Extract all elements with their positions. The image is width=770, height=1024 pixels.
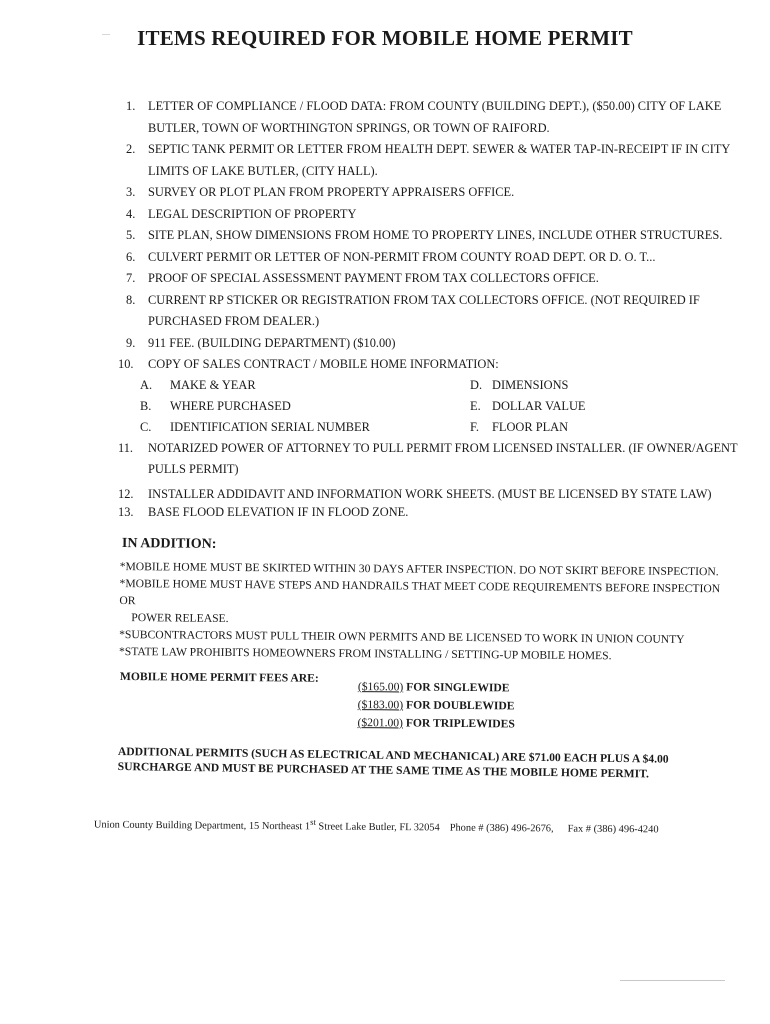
item-text: PROOF OF SPECIAL ASSESSMENT PAYMENT FROM TAX COLLECTORS OFFICE. <box>148 271 599 285</box>
fees-label: MOBILE HOME PERMIT FEES ARE: <box>119 670 319 685</box>
contact-footer <box>94 815 714 836</box>
list-item <box>118 182 738 204</box>
sub-item-letter: A. <box>140 377 153 392</box>
addition-note: *SUBCONTRACTORS MUST PULL THEIR OWN PERMITS AND BE LICENSED TO WORK IN UNION COUNTY <box>119 628 685 646</box>
sub-item-letter: D. <box>470 377 483 392</box>
document-title: ITEMS REQUIRED FOR MOBILE HOME PERMIT <box>137 26 633 50</box>
list-item <box>118 503 738 521</box>
sub-item-letter: E. <box>470 398 481 413</box>
sub-item-letter: F. <box>470 419 479 434</box>
sub-item-text: DOLLAR VALUE <box>492 398 586 413</box>
list-item <box>118 247 738 269</box>
item-text: SURVEY OR PLOT PLAN FROM PROPERTY APPRAISERS OFFICE. <box>148 185 515 199</box>
list-item <box>118 354 738 376</box>
sub-item-text: WHERE PURCHASED <box>170 398 291 413</box>
item-text: NOTARIZED POWER OF ATTORNEY TO PULL PERMIT FROM LICENSED INSTALLER. (IF OWNER/AGENT PULLS PERMIT) <box>148 440 738 476</box>
fee-description: FOR DOUBLEWIDE <box>405 698 515 713</box>
addition-note: *MOBILE HOME MUST HAVE STEPS AND HANDRAILS THAT MEET CODE REQUIREMENTS BEFORE INSPECTION OR <box>119 577 721 608</box>
item-number: 3. <box>126 185 136 199</box>
sub-item <box>140 417 470 438</box>
item-text: LEGAL DESCRIPTION OF PROPERTY <box>148 206 357 221</box>
sub-item-text: MAKE & YEAR <box>170 377 256 392</box>
requirements-list <box>118 96 738 521</box>
sub-item-text: DIMENSIONS <box>492 377 569 392</box>
item-number: 13. <box>118 504 134 519</box>
item-number: 10. <box>118 357 134 371</box>
note-continuation-text: POWER RELEASE. <box>131 611 229 625</box>
item-text: SEPTIC TANK PERMIT OR LETTER FROM HEALTH DEPT. SEWER & WATER TAP-IN-RECEIPT IF IN CITY LIMITS OF LAKE BUTLER, (CITY HALL). <box>148 142 730 178</box>
sub-item <box>140 396 470 417</box>
sub-item-text: IDENTIFICATION SERIAL NUMBER <box>170 419 370 434</box>
item-text: SITE PLAN, SHOW DIMENSIONS FROM HOME TO PROPERTY LINES, INCLUDE OTHER STRUCTURES. <box>148 228 723 242</box>
address-text: Union County Building Department, 15 Northeast 1 <box>93 819 311 833</box>
list-item <box>118 139 738 182</box>
fee-description: FOR SINGLEWIDE <box>406 680 510 695</box>
fax-number: Fax # (386) 496-4240 <box>567 823 659 836</box>
fee-amount: ($165.00) <box>357 680 404 694</box>
item-number: 5. <box>126 228 136 242</box>
item-number: 6. <box>126 249 136 264</box>
sub-item <box>140 375 470 396</box>
item-text: BASE FLOOD ELEVATION IF IN FLOOD ZONE. <box>148 504 409 519</box>
item-text: 911 FEE. (BUILDING DEPARTMENT) ($10.00) <box>148 335 396 350</box>
item-number: 7. <box>126 271 136 285</box>
item-number: 8. <box>126 292 136 307</box>
scan-line <box>620 980 725 981</box>
addition-note: *MOBILE HOME MUST BE SKIRTED WITHIN 30 DAYS AFTER INSPECTION. DO NOT SKIRT BEFORE INSPECTION. <box>119 560 719 579</box>
sub-item-text: FLOOR PLAN <box>492 419 569 434</box>
sub-item <box>470 396 710 417</box>
fees-list <box>357 678 515 733</box>
address-ordinal: st <box>310 816 316 827</box>
sub-item-letter: C. <box>140 419 152 434</box>
list-item <box>118 485 738 503</box>
fee-row <box>358 696 515 715</box>
sub-item-letter: B. <box>140 398 152 413</box>
permit-fees-section <box>119 670 720 731</box>
fee-amount: ($201.00) <box>357 716 404 730</box>
item-number: 12. <box>118 486 134 501</box>
phone-number: Phone # (386) 496-2676, <box>449 822 554 835</box>
mobile-home-info-sublist <box>118 375 738 438</box>
item-number: 1. <box>126 99 136 113</box>
sub-item <box>470 375 710 396</box>
list-item <box>118 204 738 226</box>
list-item <box>118 290 738 333</box>
item-text: COPY OF SALES CONTRACT / MOBILE HOME INFORMATION: <box>148 357 499 371</box>
list-item <box>118 96 738 139</box>
sub-item <box>470 417 710 438</box>
section-heading: IN ADDITION: <box>121 536 217 552</box>
fee-row <box>358 678 515 697</box>
in-addition-section <box>117 536 738 665</box>
item-text: CULVERT PERMIT OR LETTER OF NON-PERMIT FROM COUNTY ROAD DEPT. OR D. O. T... <box>148 249 656 264</box>
addition-note: *STATE LAW PROHIBITS HOMEOWNERS FROM INSTALLING / SETTING-UP MOBILE HOMES. <box>118 645 612 663</box>
item-text: INSTALLER ADDIDAVIT AND INFORMATION WORK SHEETS. (MUST BE LICENSED BY STATE LAW) <box>148 486 712 501</box>
item-text: LETTER OF COMPLIANCE / FLOOD DATA: FROM COUNTY (BUILDING DEPT.), ($50.00) CITY OF LAKE BUTLER, TOWN OF WORTHINGTON SPRINGS, OR TOWN OF RAIFORD. <box>148 99 722 135</box>
list-item <box>118 268 738 290</box>
list-item <box>118 333 738 355</box>
address-street: Street Lake Butler, FL 32054 <box>315 821 440 834</box>
additional-permits-note: ADDITIONAL PERMITS (SUCH AS ELECTRICAL AND MECHANICAL) ARE $71.00 EACH PLUS A $4.00 SURCHARGE AND MUST BE PURCHASED AT THE SAME TIME AS THE MOBILE HOME PERMIT. <box>117 744 669 781</box>
fee-description: FOR TRIPLEWIDES <box>405 716 515 731</box>
list-item <box>118 225 738 247</box>
fee-row <box>357 714 514 733</box>
item-number: 2. <box>126 142 136 156</box>
item-number: 9. <box>126 335 136 350</box>
fee-amount: ($183.00) <box>357 698 404 712</box>
item-number: 11. <box>118 440 134 455</box>
list-item <box>118 438 738 481</box>
item-text: CURRENT RP STICKER OR REGISTRATION FROM TAX COLLECTORS OFFICE. (NOT REQUIRED IF PURCHASED FROM DEALER.) <box>148 292 700 328</box>
item-number: 4. <box>126 206 136 221</box>
